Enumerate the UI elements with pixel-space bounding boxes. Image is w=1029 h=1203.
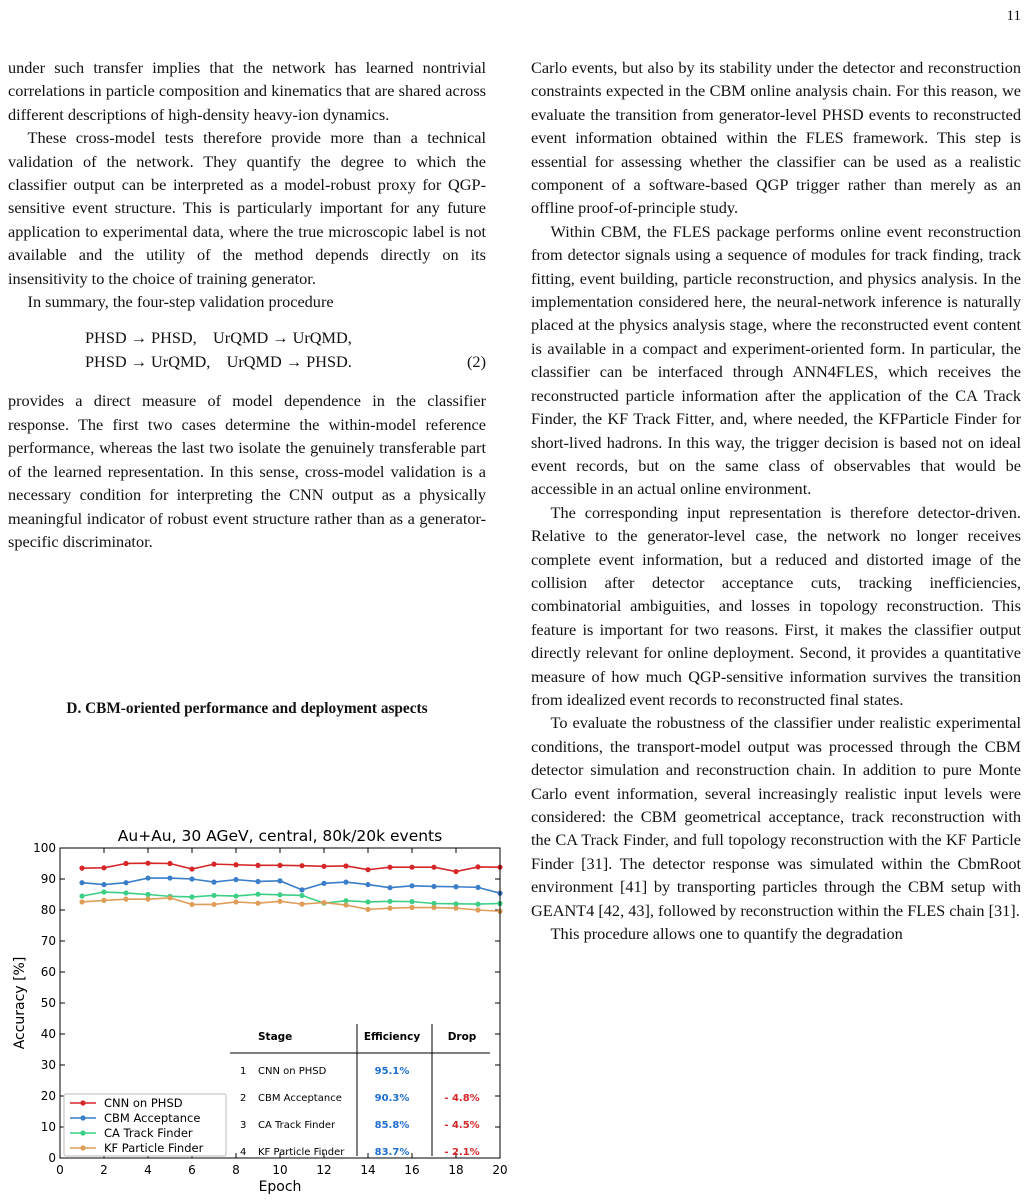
data-point [365,899,370,904]
table-cell-efficiency: 95.1% [374,1066,410,1077]
data-point [145,897,150,902]
data-point [431,905,436,910]
equation-line: PHSD → PHSD, UrQMD → UrQMD, [85,328,352,348]
data-point [167,861,172,866]
data-point [299,893,304,898]
page-number: 11 [1006,8,1021,24]
legend-marker [80,1145,85,1150]
legend-label: CBM Acceptance [104,1111,201,1125]
left-column [8,56,486,553]
data-point [123,897,128,902]
data-point [453,884,458,889]
figure [0,818,520,1198]
x-tick-label: 16 [404,1163,420,1177]
data-point [475,907,480,912]
data-point [343,880,348,885]
table-header: Efficiency [363,1031,421,1043]
x-tick-label: 10 [272,1163,288,1177]
series-line [82,898,500,911]
data-point [343,863,348,868]
data-point [189,866,194,871]
x-tick-label: 18 [448,1163,464,1177]
data-point [321,900,326,905]
paragraph: In summary, the four-step validation procedure [27,292,334,312]
y-tick-label: 100 [33,841,56,855]
data-point [123,880,128,885]
table-cell-index: 3 [240,1120,247,1131]
table-cell-stage: KF Particle Finder [258,1147,345,1158]
data-point [211,902,216,907]
paragraph: To evaluate the robustness of the classifier under realistic experimental conditions, the transport-model output was processed through the CBM detector simulation and reconstruction chain. In addition to pure Monte Carlo event information, several increasingly realistic input levels were considered: the CBM geometrical acceptance, track reconstruction with the CA Track Finder, and full topology reconstruction with the KF Particle Finder [31]. The detector response was simulated within the CbmRoot environment [41] by transporting particles through the CBM setup with GEANT4 [42, 43], followed by reconstruction within the FLES chain [31]. [531,713,1021,920]
data-point [167,875,172,880]
legend-marker [80,1115,85,1120]
x-tick-label: 6 [188,1163,196,1177]
data-point [409,883,414,888]
data-point [255,892,260,897]
data-point [299,902,304,907]
table-cell-drop: - 4.5% [444,1120,480,1131]
data-point [255,901,260,906]
right-column [531,56,1021,945]
table-cell-efficiency: 85.8% [374,1120,410,1131]
legend-marker [80,1100,85,1105]
table-cell-index: 2 [240,1093,247,1104]
data-point [321,864,326,869]
y-tick-label: 20 [40,1089,56,1103]
data-point [211,893,216,898]
data-point [79,899,84,904]
equation-line: PHSD → UrQMD, UrQMD → PHSD. [85,352,352,372]
data-point [233,899,238,904]
table-cell-stage: CBM Acceptance [258,1093,342,1104]
x-axis-label: Epoch [258,1179,302,1195]
data-point [343,902,348,907]
data-point [101,865,106,870]
table-cell-stage: CA Track Finder [258,1120,336,1131]
paragraph: Carlo events, but also by its stability under the detector and reconstruction constraints expected in the CBM online analysis chain. For this reason, we evaluate the transition from generator-level PHSD events to reconstructed event information obtained within the FLES framework. This step is essential for assessing whether the classifier can be used as a realistic component of a software-based QGP trigger rather than merely as an offline proof-of-principle study. [531,58,1021,218]
series-line [82,863,500,871]
data-point [387,865,392,870]
y-tick-label: 80 [40,903,56,917]
data-point [101,898,106,903]
paragraph: This procedure allows one to quantify the degradation [550,924,903,944]
y-tick-label: 30 [40,1058,56,1072]
data-point [123,890,128,895]
data-point [409,865,414,870]
data-point [233,862,238,867]
data-point [79,880,84,885]
equation-number: (2) [467,352,486,372]
data-point [233,893,238,898]
data-point [365,907,370,912]
data-point [431,865,436,870]
data-point [189,876,194,881]
data-point [211,862,216,867]
legend-label: KF Particle Finder [104,1141,204,1155]
y-tick-label: 70 [40,934,56,948]
data-point [387,899,392,904]
table-cell-efficiency: 90.3% [374,1093,410,1104]
paragraph: under such transfer implies that the network has learned nontrivial correlations in particle composition and kinematics that are shared across different descriptions of high-density heavy-ion dynamics. [8,58,486,124]
data-point [101,882,106,887]
table-header: Stage [258,1031,293,1043]
x-tick-label: 14 [360,1163,376,1177]
data-point [299,863,304,868]
chart-title: Au+Au, 30 AGeV, central, 80k/20k events [117,827,443,845]
y-axis-label: Accuracy [%] [12,956,28,1050]
data-point [409,899,414,904]
paragraph: provides a direct measure of model dependence in the classifier response. The first two cases determine the within-model reference performance, whereas the last two isolate the genuinely transferable part of the learned representation. In this sense, cross-model validation is a necessary condition for interpreting the CNN output as a physically meaningful indicator of robust event structure rather than as a generator-specific discriminator. [8,391,486,551]
data-point [431,884,436,889]
data-point [145,861,150,866]
paragraph: The corresponding input representation is therefore detector-driven. Relative to the generator-level case, the network no longer receives complete event information, but a reduced and distorted image of the collision after detector acceptance cuts, tracking inefficiencies, combinatorial ambiguities, and losses in topology reconstruction. This feature is important for two reasons. First, it makes the classifier output directly relevant for online deployment. Second, it provides a quantitative measure of how much QGP-sensitive information survives the transition from idealized event records to reconstructed final states. [531,502,1021,709]
paragraph: These cross-model tests therefore provide more than a technical validation of the network. They quantify the degree to which the classifier output can be interpreted as a model-robust proxy for QGP-sensitive event structure. This is particularly important for any future application to experimental data, where the true microscopic label is not available and the utility of the method depends directly on its insensitivity to the choice of training generator. [8,128,486,288]
data-point [475,885,480,890]
data-point [255,863,260,868]
y-tick-label: 40 [40,1027,56,1041]
data-point [101,889,106,894]
data-point [299,887,304,892]
data-point [277,863,282,868]
data-point [365,882,370,887]
data-point [79,866,84,871]
table-cell-index: 1 [240,1066,247,1077]
table-cell-efficiency: 83.7% [374,1147,410,1158]
x-tick-label: 4 [144,1163,152,1177]
data-point [277,878,282,883]
series-line [82,878,500,893]
data-point [189,902,194,907]
x-tick-label: 2 [100,1163,108,1177]
data-point [255,879,260,884]
data-point [277,892,282,897]
legend-label: CA Track Finder [104,1126,193,1140]
table-header: Drop [447,1031,477,1043]
data-point [233,877,238,882]
data-point [475,902,480,907]
legend-label: CNN on PHSD [104,1096,183,1110]
y-tick-label: 50 [40,996,56,1010]
y-tick-label: 10 [40,1120,56,1134]
data-point [387,906,392,911]
x-tick-label: 20 [492,1163,508,1177]
data-point [453,869,458,874]
y-tick-label: 0 [48,1151,56,1165]
paragraph: Within CBM, the FLES package performs online event reconstruction from detector signals using a sequence of modules for track finding, track fitting, event building, particle reconstruction, and physics analysis. In the implementation considered here, the neural-network inference is naturally placed at the physics analysis stage, where the reconstructed event content is available in a compact and experiment-oriented form. In particular, the classifier can be interfaced through ANN4FLES, which receives the reconstructed particle information after the application of the CA Track Finder, the KF Track Fitter, and, where needed, the KFParticle Finder for short-lived hadrons. In this way, the trigger decision is based not on ideal event records, but on the same class of observables that would be accessible in an actual online environment. [531,221,1021,499]
data-point [189,894,194,899]
table-cell-drop: - 4.8% [444,1093,480,1104]
data-point [123,861,128,866]
x-tick-label: 8 [232,1163,240,1177]
data-point [145,875,150,880]
equation [8,321,486,379]
y-tick-label: 60 [40,965,56,979]
data-point [321,881,326,886]
table-cell-index: 4 [240,1147,247,1158]
data-point [211,880,216,885]
data-point [365,867,370,872]
data-point [475,864,480,869]
legend-marker [80,1130,85,1135]
data-point [277,899,282,904]
accuracy-chart [0,818,520,1198]
data-point [79,893,84,898]
data-point [387,885,392,890]
table-cell-drop: - 2.1% [444,1147,480,1158]
y-tick-label: 90 [40,872,56,886]
data-point [453,906,458,911]
section-heading: D. CBM-oriented performance and deployment aspects [66,700,428,717]
data-point [167,895,172,900]
table-cell-stage: CNN on PHSD [258,1066,327,1077]
data-point [145,892,150,897]
data-point [409,905,414,910]
x-tick-label: 12 [316,1163,332,1177]
x-tick-label: 0 [56,1163,64,1177]
